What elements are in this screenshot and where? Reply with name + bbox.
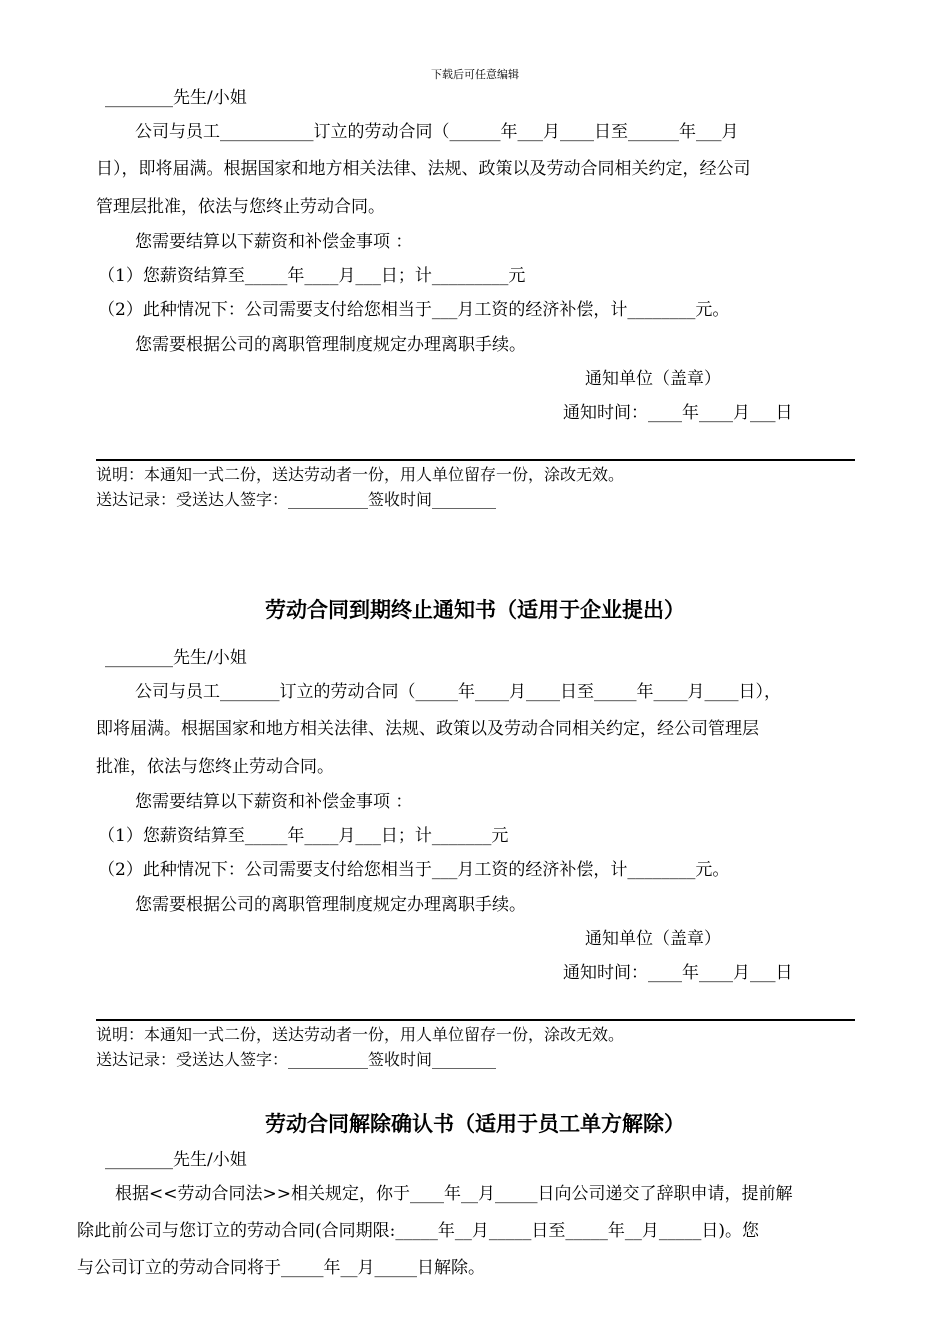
settlement-item-1: （1）您薪资结算至_____年____月___日；计_______元 (98, 826, 509, 846)
note-text: 说明：本通知一式二份，送达劳动者一份，用人单位留存一份，涂改无效。 (96, 465, 625, 484)
settlement-item-2: （2）此种情况下：公司需要支付给您相当于___月工资的经济补偿，计________元。 (98, 860, 730, 880)
salutation: ________先生/小姐 (105, 1150, 247, 1170)
paragraph-line: 您需要根据公司的离职管理制度规定办理离职手续。 (135, 895, 526, 915)
paragraph-line: 批准，依法与您终止劳动合同。 (96, 757, 334, 777)
section-title: 劳动合同解除确认书（适用于员工单方解除） (265, 1112, 685, 1136)
page-header: 下载后可任意编辑 (431, 68, 519, 81)
notice-unit-stamp: 通知单位（盖章） (585, 929, 721, 949)
notice-unit-stamp: 通知单位（盖章） (585, 369, 721, 389)
salutation: ________先生/小姐 (105, 88, 247, 108)
paragraph-line: 日），即将届满。根据国家和地方相关法律、法规、政策以及劳动合同相关约定，经公司 (96, 159, 751, 179)
section-title: 劳动合同到期终止通知书（适用于企业提出） (265, 598, 685, 622)
paragraph-line: 与公司订立的劳动合同将于_____年__月_____日解除。 (77, 1258, 485, 1278)
delivery-record: 送达记录：受送达人签字：__________签收时间________ (96, 490, 497, 509)
notice-time: 通知时间：____年____月___日 (563, 403, 793, 423)
divider (96, 459, 855, 461)
paragraph-line: 您需要结算以下薪资和补偿金事项 ： (135, 792, 413, 812)
settlement-item-1: （1）您薪资结算至_____年____月___日；计_________元 (98, 266, 526, 286)
paragraph-line: 即将届满。根据国家和地方相关法律、法规、政策以及劳动合同相关约定，经公司管理层 (96, 719, 759, 739)
settlement-item-2: （2）此种情况下：公司需要支付给您相当于___月工资的经济补偿，计________元。 (98, 300, 730, 320)
paragraph-line: 除此前公司与您订立的劳动合同(合同期限:_____年__月_____日至_____年__月_____日)。您 (77, 1221, 759, 1241)
paragraph-line: 根据<<劳动合同法>>相关规定，你于____年__月_____日向公司递交了辞职申请，提前解 (115, 1184, 793, 1204)
paragraph-line: 您需要结算以下薪资和补偿金事项 ： (135, 232, 413, 252)
delivery-record: 送达记录：受送达人签字：__________签收时间________ (96, 1050, 497, 1069)
paragraph-line: 公司与员工_______订立的劳动合同（_____年____月____日至_____年____月____日）， (135, 682, 781, 702)
note-text: 说明：本通知一式二份，送达劳动者一份，用人单位留存一份，涂改无效。 (96, 1025, 625, 1044)
paragraph-line: 您需要根据公司的离职管理制度规定办理离职手续。 (135, 335, 526, 355)
notice-time: 通知时间：____年____月___日 (563, 963, 793, 983)
salutation: ________先生/小姐 (105, 648, 247, 668)
paragraph-line: 公司与员工___________订立的劳动合同（______年___月____日至______年___月 (135, 122, 739, 142)
paragraph-line: 管理层批准，依法与您终止劳动合同。 (96, 197, 385, 217)
divider (96, 1019, 855, 1021)
